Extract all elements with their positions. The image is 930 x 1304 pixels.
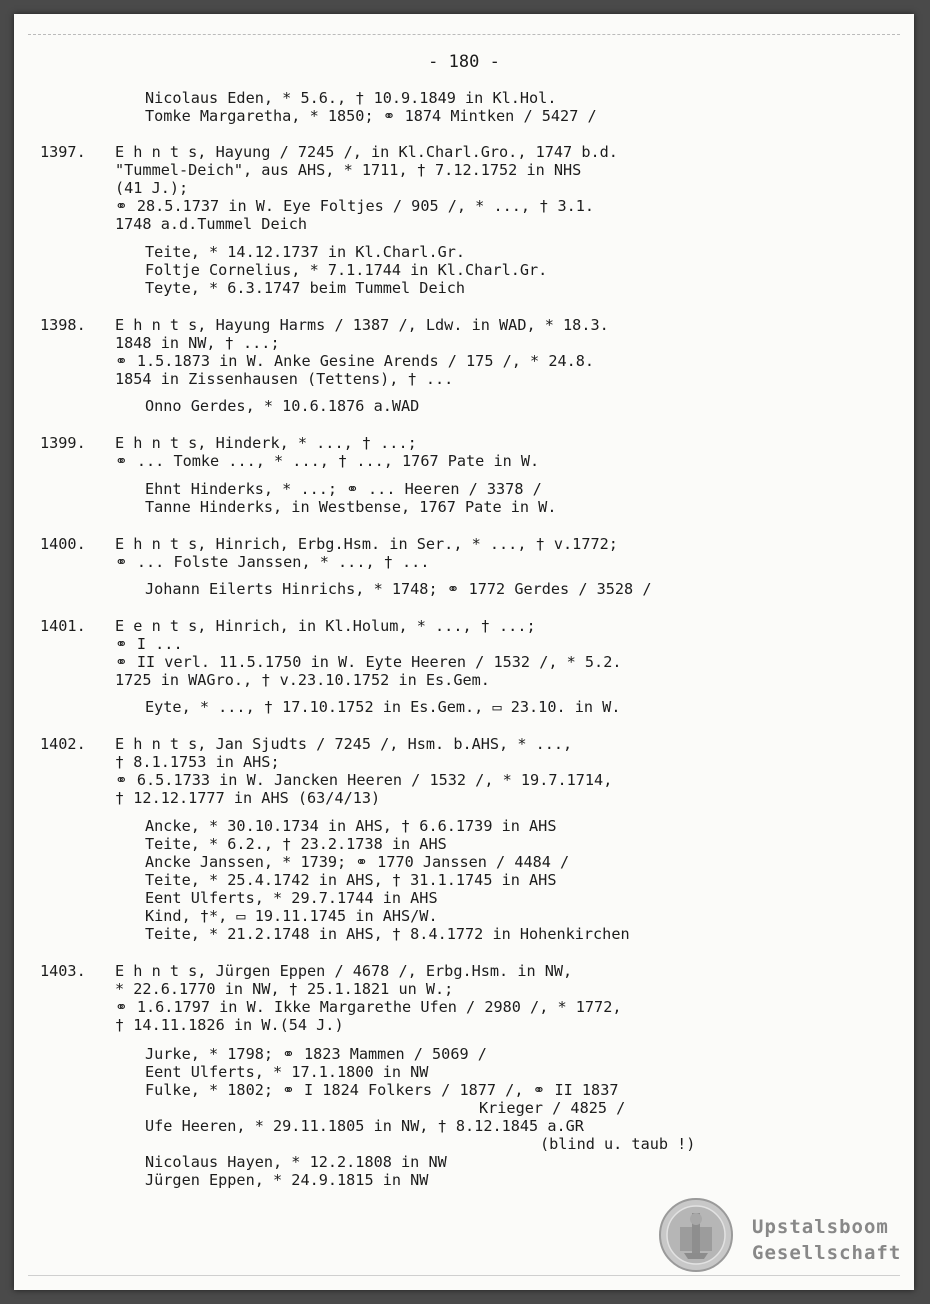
entry-line: † 12.12.1777 in AHS (63/4/13) bbox=[115, 789, 381, 807]
entry-line: Onno Gerdes, * 10.6.1876 a.WAD bbox=[145, 397, 420, 415]
entry-line: * 22.6.1770 in NW, † 25.1.1821 un W.; bbox=[115, 980, 454, 998]
document-page bbox=[14, 14, 914, 1290]
entry-line: 1748 a.d.Tummel Deich bbox=[115, 215, 308, 233]
entry-line: ⚭ I ... bbox=[115, 635, 183, 653]
entry-line: (41 J.); bbox=[115, 179, 189, 197]
entry-line: Teite, * 25.4.1742 in AHS, † 31.1.1745 in AHS bbox=[145, 871, 557, 889]
entry-line: Jürgen Eppen, * 24.9.1815 in NW bbox=[145, 1171, 429, 1189]
entry-line: Teite, * 14.12.1737 in Kl.Charl.Gr. bbox=[145, 243, 466, 261]
entry-number: 1402. bbox=[40, 735, 86, 753]
entry-line: E h n t s, Jürgen Eppen / 4678 /, Erbg.Hsm. in NW, bbox=[115, 962, 573, 980]
entry-line: "Tummel-Deich", aus AHS, * 1711, † 7.12.1752 in NHS bbox=[115, 161, 582, 179]
entry-line: Kind, †*, ▭ 19.11.1745 in AHS/W. bbox=[145, 907, 438, 925]
entry-line: Teyte, * 6.3.1747 beim Tummel Deich bbox=[145, 279, 466, 297]
top-divider bbox=[28, 34, 900, 35]
entry-line: Fulke, * 1802; ⚭ I 1824 Folkers / 1877 /, ⚭ II 1837 bbox=[145, 1081, 619, 1099]
entry-line: ⚭ 6.5.1733 in W. Jancken Heeren / 1532 /, * 19.7.1714, bbox=[115, 771, 613, 789]
entry-line: ⚭ 1.5.1873 in W. Anke Gesine Arends / 175 /, * 24.8. bbox=[115, 352, 595, 370]
entry-line: ⚭ ... Tomke ..., * ..., † ..., 1767 Pate in W. bbox=[115, 452, 540, 470]
entry-line: † 8.1.1753 in AHS; bbox=[115, 753, 280, 771]
entry-number: 1403. bbox=[40, 962, 86, 980]
publisher-name-line1: Upstalsboom bbox=[752, 1216, 889, 1238]
entry-line: E h n t s, Hinrich, Erbg.Hsm. in Ser., * ..., † v.1772; bbox=[115, 535, 618, 553]
bottom-divider bbox=[28, 1275, 900, 1276]
entry-line: † 14.11.1826 in W.(54 J.) bbox=[115, 1016, 344, 1034]
entry-line: Tomke Margaretha, * 1850; ⚭ 1874 Mintken / 5427 / bbox=[145, 107, 597, 125]
entry-line: ⚭ 28.5.1737 in W. Eye Foltjes / 905 /, * ..., † 3.1. bbox=[115, 197, 595, 215]
entry-number: 1397. bbox=[40, 143, 86, 161]
entry-line: Teite, * 21.2.1748 in AHS, † 8.4.1772 in Hohenkirchen bbox=[145, 925, 630, 943]
entry-line: Eent Ulferts, * 17.1.1800 in NW bbox=[145, 1063, 429, 1081]
entry-line: E h n t s, Hinderk, * ..., † ...; bbox=[115, 434, 417, 452]
entry-line: ⚭ ... Folste Janssen, * ..., † ... bbox=[115, 553, 430, 571]
entry-line: E h n t s, Hayung / 7245 /, in Kl.Charl.Gro., 1747 b.d. bbox=[115, 143, 618, 161]
publisher-logo bbox=[752, 1214, 901, 1266]
entry-line: Teite, * 6.2., † 23.2.1738 in AHS bbox=[145, 835, 447, 853]
entry-line: ⚭ II verl. 11.5.1750 in W. Eyte Heeren / 1532 /, * 5.2. bbox=[115, 653, 622, 671]
entry-line: Nicolaus Eden, * 5.6., † 10.9.1849 in Kl.Hol. bbox=[145, 89, 557, 107]
entry-line: Ancke Janssen, * 1739; ⚭ 1770 Janssen / 4484 / bbox=[145, 853, 570, 871]
entry-line: Krieger / 4825 / bbox=[479, 1099, 626, 1117]
entry-line: E h n t s, Jan Sjudts / 7245 /, Hsm. b.AHS, * ..., bbox=[115, 735, 573, 753]
entry-line: 1854 in Zissenhausen (Tettens), † ... bbox=[115, 370, 454, 388]
entry-line: Eyte, * ..., † 17.10.1752 in Es.Gem., ▭ 23.10. in W. bbox=[145, 698, 621, 716]
publisher-name-line2: Gesellschaft bbox=[752, 1242, 902, 1264]
entry-line: E e n t s, Hinrich, in Kl.Holum, * ..., † ...; bbox=[115, 617, 536, 635]
entry-line: Ehnt Hinderks, * ...; ⚭ ... Heeren / 3378 / bbox=[145, 480, 542, 498]
entry-line: Ancke, * 30.10.1734 in AHS, † 6.6.1739 in AHS bbox=[145, 817, 557, 835]
entry-line: Ufe Heeren, * 29.11.1805 in NW, † 8.12.1845 a.GR bbox=[145, 1117, 584, 1135]
entry-line: 1725 in WAGro., † v.23.10.1752 in Es.Gem. bbox=[115, 671, 490, 689]
entry-line: Johann Eilerts Hinrichs, * 1748; ⚭ 1772 Gerdes / 3528 / bbox=[145, 580, 652, 598]
entry-line: (blind u. taub !) bbox=[540, 1135, 696, 1153]
entry-number: 1398. bbox=[40, 316, 86, 334]
entry-line: Jurke, * 1798; ⚭ 1823 Mammen / 5069 / bbox=[145, 1045, 487, 1063]
entry-line: 1848 in NW, † ...; bbox=[115, 334, 280, 352]
entry-line: Eent Ulferts, * 29.7.1744 in AHS bbox=[145, 889, 438, 907]
entry-number: 1400. bbox=[40, 535, 86, 553]
page-number: - 180 - bbox=[428, 52, 500, 72]
entry-line: Tanne Hinderks, in Westbense, 1767 Pate in W. bbox=[145, 498, 557, 516]
entry-number: 1399. bbox=[40, 434, 86, 452]
entry-line: ⚭ 1.6.1797 in W. Ikke Margarethe Ufen / 2980 /, * 1772, bbox=[115, 998, 622, 1016]
entry-line: Nicolaus Hayen, * 12.2.1808 in NW bbox=[145, 1153, 447, 1171]
entry-number: 1401. bbox=[40, 617, 86, 635]
entry-line: Foltje Cornelius, * 7.1.1744 in Kl.Charl.Gr. bbox=[145, 261, 548, 279]
society-seal-icon bbox=[658, 1197, 734, 1273]
entry-line: E h n t s, Hayung Harms / 1387 /, Ldw. in WAD, * 18.3. bbox=[115, 316, 609, 334]
